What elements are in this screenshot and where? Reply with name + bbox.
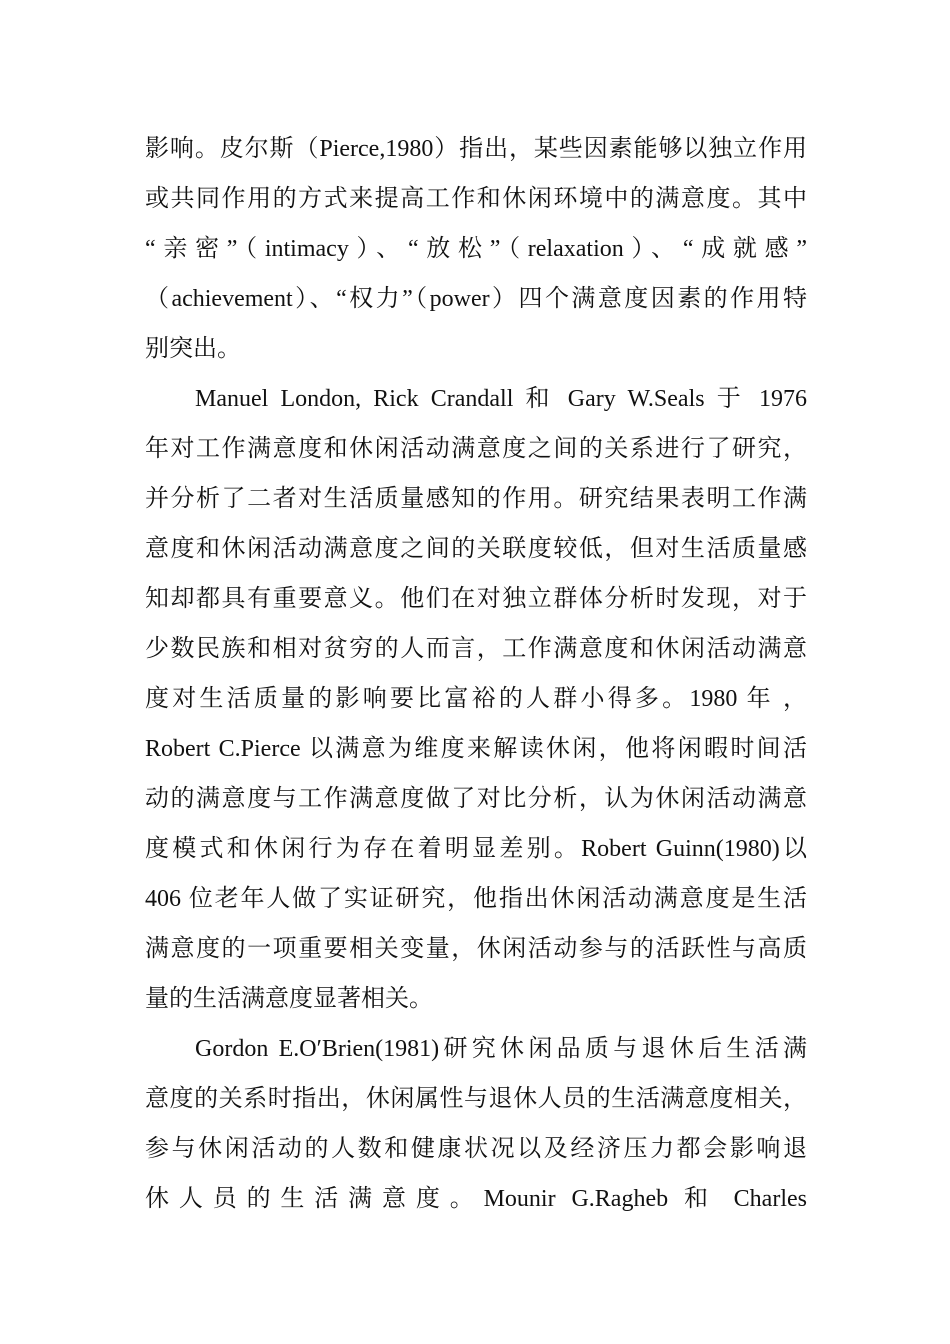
text-line: 意度和休闲活动满意度之间的关联度较低，但对生活质量感	[145, 536, 807, 562]
text-line: 406 位老年人做了实证研究，他指出休闲活动满意度是生活	[145, 886, 807, 912]
text-line: “亲密”（intimacy）、“放松”（relaxation）、“成就感”	[145, 236, 807, 262]
text-line: 年对工作满意度和休闲活动满意度之间的关系进行了研究，	[145, 436, 807, 462]
paragraph-first-line: Gordon E.O′Brien(1981)研究休闲品质与退休后生活满	[195, 1036, 807, 1062]
text-line: 度对生活质量的影响要比富裕的人群小得多。1980 年 ，	[145, 686, 807, 712]
text-line: 并分析了二者对生活质量感知的作用。研究结果表明工作满	[145, 486, 807, 512]
text-line: 动的满意度与工作满意度做了对比分析，认为休闲活动满意	[145, 786, 807, 812]
text-line: （achievement）、“权力”（power）四个满意度因素的作用特	[145, 286, 807, 312]
text-line: 满意度的一项重要相关变量，休闲活动参与的活跃性与高质	[145, 936, 807, 962]
text-line: 影响。皮尔斯（Pierce,1980）指出，某些因素能够以独立作用	[145, 136, 807, 162]
text-line: 量的生活满意度显著相关。	[145, 986, 433, 1012]
text-line: 度模式和休闲行为存在着明显差别。Robert Guinn(1980)以	[145, 836, 807, 862]
text-line: 知却都具有重要意义。他们在对独立群体分析时发现，对于	[145, 586, 807, 612]
text-line: 少数民族和相对贫穷的人而言，工作满意度和休闲活动满意	[145, 636, 807, 662]
text-line: 休人员的生活满意度。Mounir G.Ragheb 和 Charles	[145, 1186, 807, 1212]
text-line: 别突出。	[145, 336, 241, 362]
paragraph-first-line: Manuel London, Rick Crandall 和 Gary W.Seals 于 1976	[195, 386, 807, 412]
text-line: Robert C.Pierce 以满意为维度来解读休闲，他将闲暇时间活	[145, 736, 807, 762]
text-line: 参与休闲活动的人数和健康状况以及经济压力都会影响退	[145, 1136, 807, 1162]
text-line: 或共同作用的方式来提高工作和休闲环境中的满意度。其中	[145, 186, 807, 212]
text-line: 意度的关系时指出，休闲属性与退休人员的生活满意度相关，	[145, 1086, 807, 1112]
